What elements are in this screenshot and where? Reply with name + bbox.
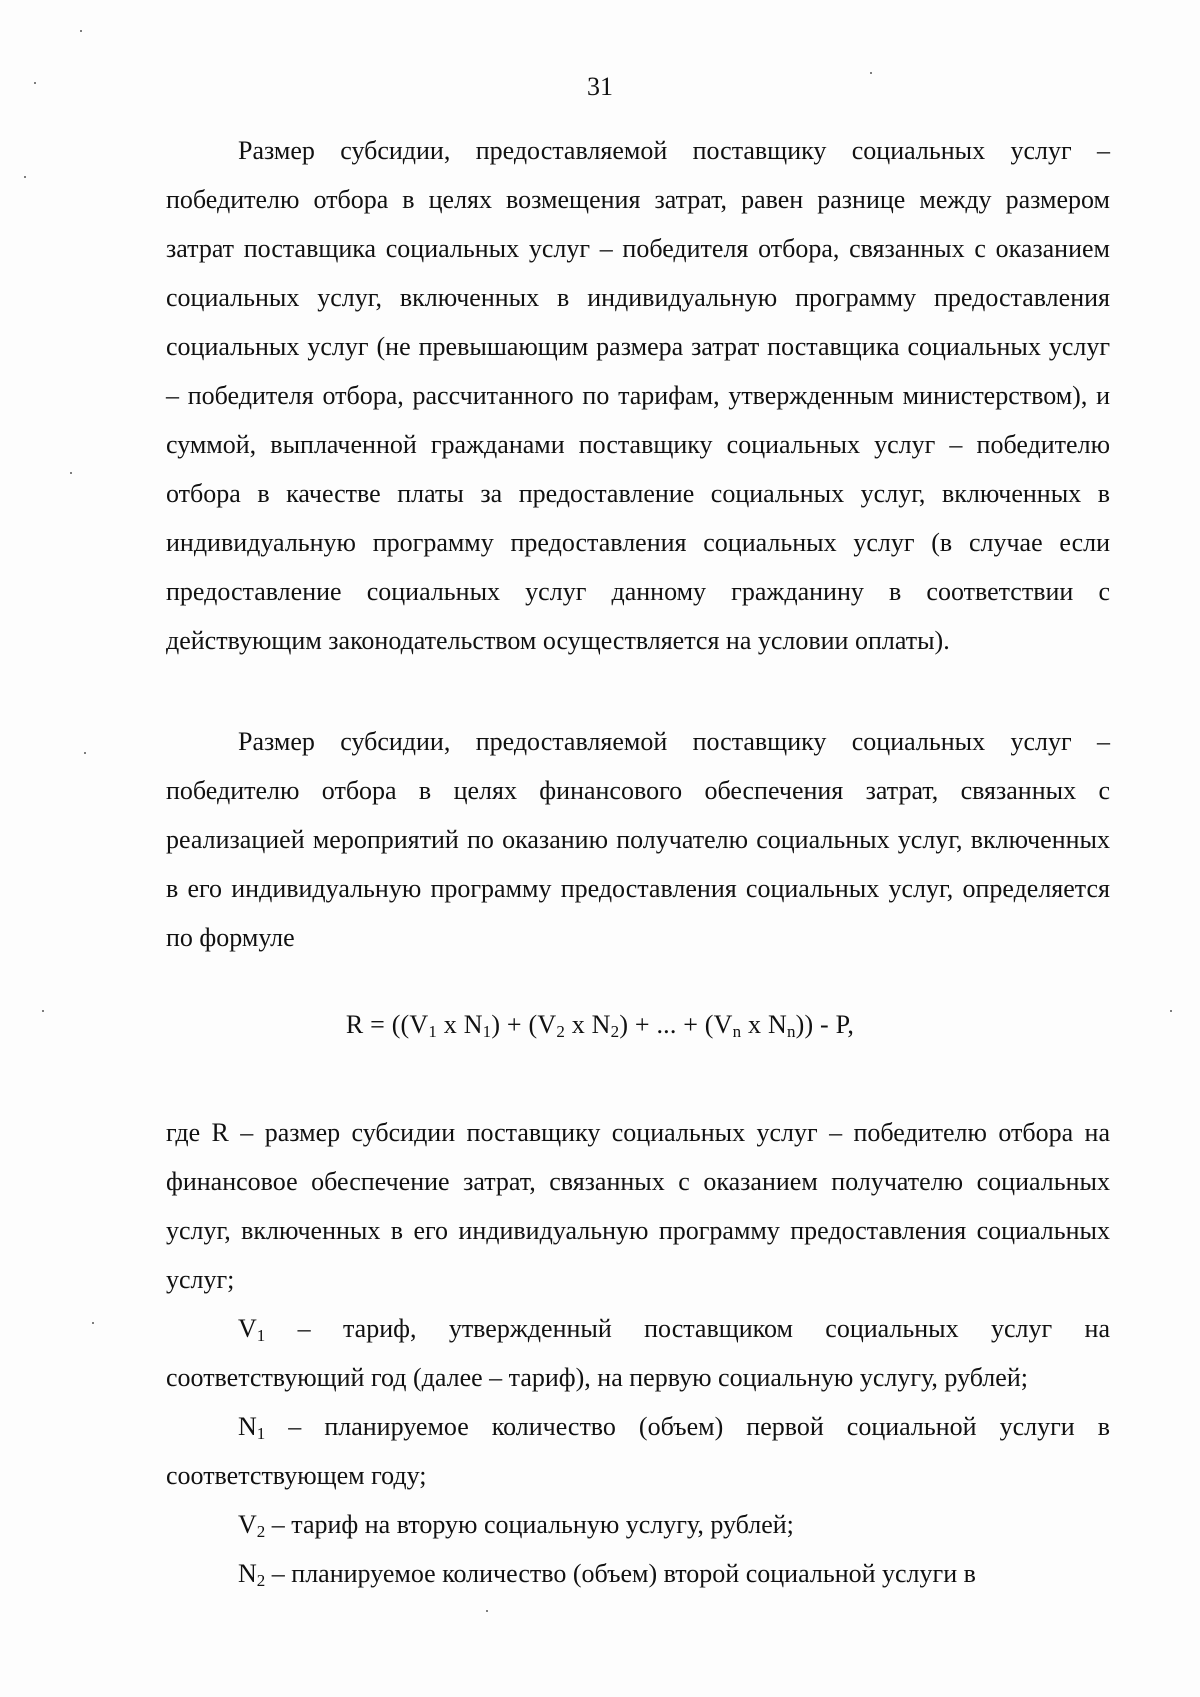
definition-text: – планируемое количество (объем) второй социальной услуги в [265, 1559, 976, 1588]
definition-subscript: 1 [256, 1424, 266, 1443]
scan-speck [70, 472, 72, 474]
paragraph-text: где R – размер субсидии поставщику социальных услуг – победителю отбора на финансовое обеспечение затрат, связанных с оказанием получателю социальных услуг, включенных в его индивидуальную программу предоставления социальных услуг; [166, 1118, 1110, 1294]
formula-part: )) - P, [795, 1010, 855, 1039]
definition-symbol: V [238, 1510, 257, 1539]
paragraph-text: Размер субсидии, предоставляемой поставщику социальных услуг – победителю отбора в целях возмещения затрат, равен разнице между размером затрат поставщика социальных услуг – победителя отбора, связанных с оказанием социальных услуг, включенных в индивидуальную программу предоставления социальных услуг (не превышающим размера затрат поставщика социальных услуг – победителя отбора, рассчитанного по тарифам, утвержденным министерством), и суммой, выплаченной гражданами поставщику социальных услуг – победителю отбора в качестве платы за предоставление социальных услуг, включенных в индивидуальную программу предоставления социальных услуг (в случае если предоставление социальных услуг данному гражданину в соответствии с действующим законодательством осуществляется на условии оплаты). [166, 136, 1110, 655]
definition-text: – планируемое количество (объем) первой социальной услуги в соответствующем году; [166, 1412, 1110, 1490]
formula-subscript: 2 [610, 1022, 620, 1041]
scan-speck [80, 30, 82, 32]
scan-speck [92, 1322, 94, 1324]
definition-n2 [166, 1549, 1110, 1598]
formula-part: ) + ... + (V [619, 1010, 733, 1039]
definition-text: – тариф на вторую социальную услугу, рублей; [265, 1510, 794, 1539]
definition-subscript: 2 [256, 1522, 266, 1541]
scan-speck [24, 176, 26, 178]
definition-text: – тариф, утвержденный поставщиком социальных услуг на соответствующий год (далее – тариф), на первую социальную услугу, рублей; [166, 1314, 1110, 1392]
scan-speck [34, 82, 36, 84]
scan-speck [42, 1010, 44, 1012]
definition-symbol: N [238, 1559, 257, 1588]
subsidy-formula [0, 1010, 1200, 1040]
definition-symbol: N [238, 1412, 257, 1441]
definition-symbol: V [238, 1314, 257, 1343]
formula-subscript: n [732, 1022, 742, 1041]
paragraph-reimbursement [166, 126, 1110, 665]
formula-subscript: 2 [556, 1022, 566, 1041]
definition-v2 [166, 1500, 1110, 1549]
paragraph-where-r [166, 1108, 1110, 1304]
formula-subscript: n [786, 1022, 796, 1041]
formula-part: x N [437, 1010, 483, 1039]
scan-speck [486, 1610, 488, 1612]
formula-part: ) + (V [491, 1010, 557, 1039]
scan-speck [84, 752, 86, 754]
scan-speck [870, 72, 872, 74]
variable-definitions [166, 1304, 1110, 1598]
formula-part: R = ((V [345, 1010, 429, 1039]
definition-n1 [166, 1402, 1110, 1500]
definition-subscript: 2 [256, 1571, 266, 1590]
scan-speck [1170, 1010, 1172, 1012]
definition-subscript: 1 [256, 1326, 266, 1345]
paragraph-text: Размер субсидии, предоставляемой поставщику социальных услуг – победителю отбора в целях финансового обеспечения затрат, связанных с реализацией мероприятий по оказанию получателю социальных услуг, включенных в его индивидуальную программу предоставления социальных услуг, определяется по формуле [166, 727, 1110, 952]
formula-subscript: 1 [482, 1022, 492, 1041]
formula-part: x N [565, 1010, 611, 1039]
page-number: 31 [587, 72, 613, 101]
paragraph-financing [166, 717, 1110, 962]
formula-subscript: 1 [428, 1022, 438, 1041]
definition-v1 [166, 1304, 1110, 1402]
formula-part: x N [741, 1010, 787, 1039]
